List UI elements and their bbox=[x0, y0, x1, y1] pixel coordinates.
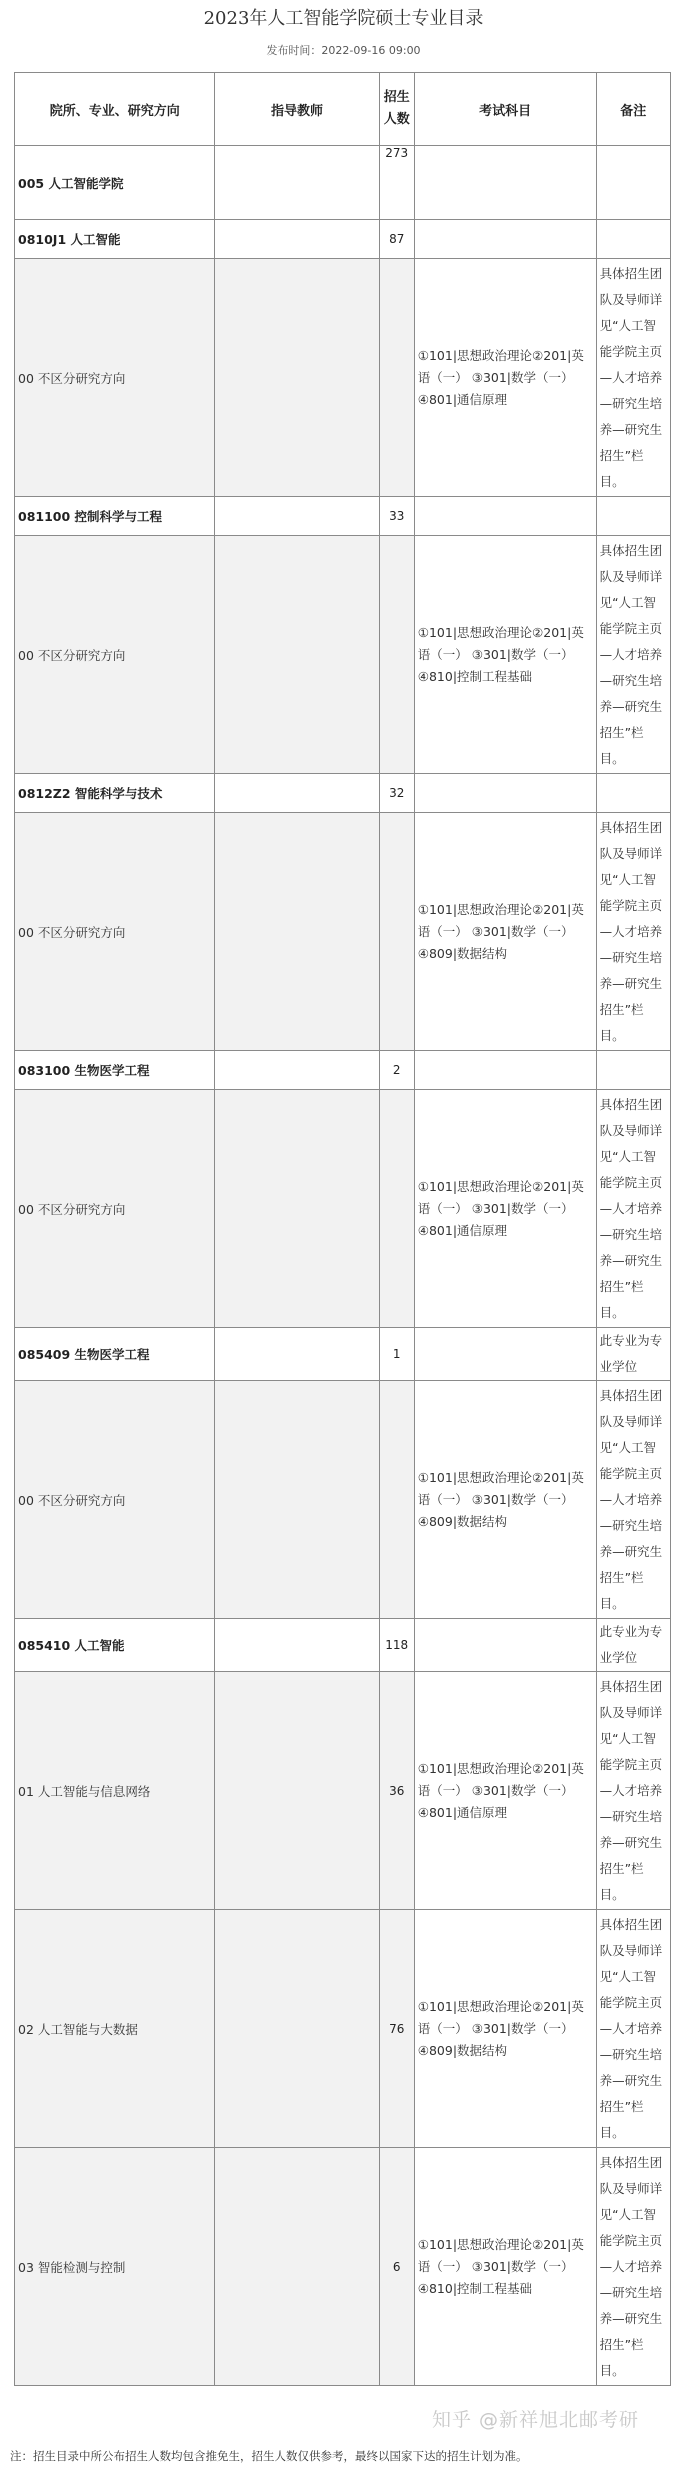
row-name: 01 人工智能与信息网络 bbox=[15, 1672, 215, 1910]
row-name: 00 不区分研究方向 bbox=[15, 813, 215, 1051]
row-tutor bbox=[215, 1051, 379, 1090]
major-row bbox=[15, 1051, 671, 1090]
row-subjects bbox=[414, 1619, 596, 1672]
row-tutor bbox=[215, 1619, 379, 1672]
row-subjects bbox=[414, 497, 596, 536]
row-subjects bbox=[414, 220, 596, 259]
row-enrollment: 273 bbox=[379, 146, 414, 220]
direction-row bbox=[15, 1381, 671, 1619]
row-tutor bbox=[215, 259, 379, 497]
major-row bbox=[15, 1328, 671, 1381]
direction-row bbox=[15, 1910, 671, 2148]
row-name: 0810J1 人工智能 bbox=[15, 220, 215, 259]
row-name: 00 不区分研究方向 bbox=[15, 259, 215, 497]
major-row bbox=[15, 220, 671, 259]
direction-row bbox=[15, 536, 671, 774]
row-tutor bbox=[215, 2148, 379, 2386]
row-enrollment: 1 bbox=[379, 1328, 414, 1381]
row-name: 005 人工智能学院 bbox=[15, 146, 215, 220]
row-note bbox=[596, 220, 670, 259]
column-header-num-line2: 人数 bbox=[383, 112, 410, 127]
row-enrollment bbox=[379, 259, 414, 497]
row-tutor bbox=[215, 1381, 379, 1619]
row-note bbox=[596, 497, 670, 536]
row-tutor bbox=[215, 1672, 379, 1910]
row-name: 00 不区分研究方向 bbox=[15, 1381, 215, 1619]
row-name: 03 智能检测与控制 bbox=[15, 2148, 215, 2386]
row-note bbox=[596, 1051, 670, 1090]
row-note: 具体招生团队及导师详见“人工智能学院主页—人才培养—研究生培养—研究生招生”栏目。 bbox=[596, 259, 670, 497]
catalog-table bbox=[14, 72, 671, 2386]
row-name: 085410 人工智能 bbox=[15, 1619, 215, 1672]
column-header-note: 备注 bbox=[596, 73, 670, 146]
row-note: 具体招生团队及导师详见“人工智能学院主页—人才培养—研究生培养—研究生招生”栏目。 bbox=[596, 1910, 670, 2148]
row-subjects: ①101|思想政治理论②201|英语（一） ③301|数学（一） ④801|通信原理 bbox=[414, 1672, 596, 1910]
row-subjects: ①101|思想政治理论②201|英语（一） ③301|数学（一） ④809|数据结构 bbox=[414, 1381, 596, 1619]
catalog-body bbox=[15, 146, 671, 2386]
row-enrollment: 36 bbox=[379, 1672, 414, 1910]
column-header-num bbox=[379, 73, 414, 146]
column-header-subjects: 考试科目 bbox=[414, 73, 596, 146]
row-subjects bbox=[414, 146, 596, 220]
row-subjects: ①101|思想政治理论②201|英语（一） ③301|数学（一） ④809|数据结构 bbox=[414, 813, 596, 1051]
row-note: 具体招生团队及导师详见“人工智能学院主页—人才培养—研究生培养—研究生招生”栏目。 bbox=[596, 536, 670, 774]
row-subjects: ①101|思想政治理论②201|英语（一） ③301|数学（一） ④801|通信原理 bbox=[414, 259, 596, 497]
row-subjects: ①101|思想政治理论②201|英语（一） ③301|数学（一） ④810|控制工程基础 bbox=[414, 2148, 596, 2386]
row-tutor bbox=[215, 1910, 379, 2148]
row-tutor bbox=[215, 1090, 379, 1328]
row-subjects: ①101|思想政治理论②201|英语（一） ③301|数学（一） ④801|通信原理 bbox=[414, 1090, 596, 1328]
row-subjects: ①101|思想政治理论②201|英语（一） ③301|数学（一） ④810|控制工程基础 bbox=[414, 536, 596, 774]
direction-row bbox=[15, 259, 671, 497]
row-enrollment bbox=[379, 813, 414, 1051]
column-header-num-line1: 招生 bbox=[383, 90, 410, 105]
row-note: 具体招生团队及导师详见“人工智能学院主页—人才培养—研究生培养—研究生招生”栏目。 bbox=[596, 813, 670, 1051]
row-note: 此专业为专业学位 bbox=[596, 1619, 670, 1672]
row-tutor bbox=[215, 774, 379, 813]
row-name: 0812Z2 智能科学与技术 bbox=[15, 774, 215, 813]
row-enrollment: 33 bbox=[379, 497, 414, 536]
row-name: 00 不区分研究方向 bbox=[15, 536, 215, 774]
row-enrollment bbox=[379, 1381, 414, 1619]
row-enrollment: 76 bbox=[379, 1910, 414, 2148]
column-header-tutor: 指导教师 bbox=[215, 73, 379, 146]
watermark: 知乎 @新祥旭北邮考研 bbox=[432, 2409, 640, 2431]
footnote: 注：招生目录中所公布招生人数均包含推免生，招生人数仅供参考，最终以国家下达的招生计划为准。 bbox=[10, 2449, 528, 2463]
row-tutor bbox=[215, 497, 379, 536]
row-tutor bbox=[215, 813, 379, 1051]
row-name: 085409 生物医学工程 bbox=[15, 1328, 215, 1381]
row-tutor bbox=[215, 220, 379, 259]
row-note bbox=[596, 146, 670, 220]
row-enrollment: 2 bbox=[379, 1051, 414, 1090]
row-subjects bbox=[414, 774, 596, 813]
row-tutor bbox=[215, 536, 379, 774]
row-tutor bbox=[215, 146, 379, 220]
direction-row bbox=[15, 813, 671, 1051]
row-enrollment bbox=[379, 1090, 414, 1328]
row-note: 具体招生团队及导师详见“人工智能学院主页—人才培养—研究生培养—研究生招生”栏目。 bbox=[596, 1381, 670, 1619]
table-header-row bbox=[15, 73, 671, 146]
row-enrollment: 6 bbox=[379, 2148, 414, 2386]
row-name: 02 人工智能与大数据 bbox=[15, 1910, 215, 2148]
row-name: 083100 生物医学工程 bbox=[15, 1051, 215, 1090]
college-row bbox=[15, 146, 671, 220]
row-name: 081100 控制科学与工程 bbox=[15, 497, 215, 536]
publish-time: 发布时间：2022-09-16 09:00 bbox=[266, 44, 421, 57]
major-row bbox=[15, 1619, 671, 1672]
row-subjects bbox=[414, 1051, 596, 1090]
row-note: 具体招生团队及导师详见“人工智能学院主页—人才培养—研究生培养—研究生招生”栏目。 bbox=[596, 1672, 670, 1910]
major-row bbox=[15, 774, 671, 813]
row-note: 具体招生团队及导师详见“人工智能学院主页—人才培养—研究生培养—研究生招生”栏目。 bbox=[596, 2148, 670, 2386]
direction-row bbox=[15, 1672, 671, 1910]
row-enrollment: 87 bbox=[379, 220, 414, 259]
row-enrollment: 118 bbox=[379, 1619, 414, 1672]
row-subjects bbox=[414, 1328, 596, 1381]
row-enrollment: 32 bbox=[379, 774, 414, 813]
column-header-name: 院所、专业、研究方向 bbox=[15, 73, 215, 146]
row-enrollment bbox=[379, 536, 414, 774]
major-row bbox=[15, 497, 671, 536]
row-note: 此专业为专业学位 bbox=[596, 1328, 670, 1381]
row-note: 具体招生团队及导师详见“人工智能学院主页—人才培养—研究生培养—研究生招生”栏目。 bbox=[596, 1090, 670, 1328]
page-title: 2023年人工智能学院硕士专业目录 bbox=[203, 8, 484, 29]
direction-row bbox=[15, 2148, 671, 2386]
row-tutor bbox=[215, 1328, 379, 1381]
direction-row bbox=[15, 1090, 671, 1328]
row-name: 00 不区分研究方向 bbox=[15, 1090, 215, 1328]
row-note bbox=[596, 774, 670, 813]
row-subjects: ①101|思想政治理论②201|英语（一） ③301|数学（一） ④809|数据结构 bbox=[414, 1910, 596, 2148]
